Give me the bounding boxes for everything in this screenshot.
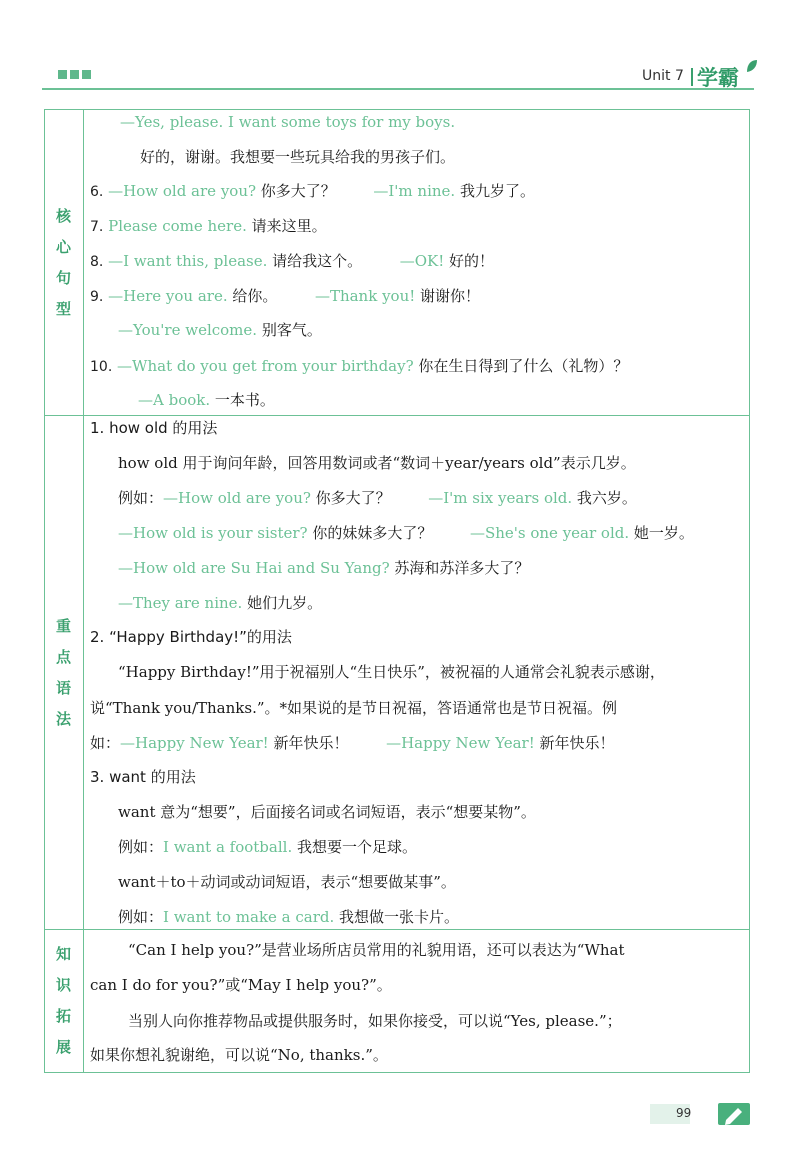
sentence-line: 10. —What do you get from your birthday? 你在生日得到了什么（礼物）？ xyxy=(90,357,629,375)
grammar-paragraph: “Happy Birthday!”用于祝福别人“生日快乐”，被祝福的人通常会礼貌表示感谢， xyxy=(118,663,665,681)
example-line: —How old is your sister? 你的妹妹多大了？ —She's one year old. 她一岁。 xyxy=(118,524,694,542)
sentence-line: —A book. 一本书。 xyxy=(138,391,275,409)
grammar-heading: 3. want 的用法 xyxy=(90,768,196,786)
section-divider xyxy=(44,929,750,930)
grammar-paragraph: want 意为“想要”，后面接名词或名词短语，表示“想要某物”。 xyxy=(118,803,536,821)
grammar-paragraph: how old 用于询问年龄，回答用数词或者“数词＋year/years old”表示几岁。 xyxy=(118,454,636,472)
sentence-line: 7. Please come here. 请来这里。 xyxy=(90,217,327,235)
page-number: 99 xyxy=(676,1106,692,1120)
example-line: —How old are Su Hai and Su Yang? 苏海和苏洋多大了？ xyxy=(118,559,530,577)
grammar-heading: 2. “Happy Birthday!”的用法 xyxy=(90,628,292,646)
section-label-grammar: 重 点 语 法 xyxy=(44,416,84,929)
brand-title: 学霸 xyxy=(697,66,739,90)
extension-paragraph: 如果你想礼貌谢绝，可以说“No, thanks.”。 xyxy=(90,1046,388,1064)
sentence-line: 8. —I want this, please. 请给我这个。 —OK! 好的！ xyxy=(90,252,495,270)
header-decoration xyxy=(58,70,91,79)
sentence-line: 好的，谢谢。我想要一些玩具给我的男孩子们。 xyxy=(140,148,456,166)
sentence-line: —You're welcome. 别客气。 xyxy=(118,321,322,339)
extension-paragraph: can I do for you?”或“May I help you?”。 xyxy=(90,976,392,994)
example-line: 如：—Happy New Year! 新年快乐！ —Happy New Year! 新年快乐！ xyxy=(90,734,615,752)
header-rule xyxy=(42,88,754,90)
unit-label: Unit 7 xyxy=(642,68,684,84)
section-label-extension: 知 识 拓 展 xyxy=(44,930,84,1072)
extension-paragraph: 当别人向你推荐物品或提供服务时，如果你接受，可以说“Yes, please.”； xyxy=(128,1012,622,1030)
grammar-heading: 1. how old 的用法 xyxy=(90,419,218,437)
section-divider xyxy=(44,415,750,416)
leaf-icon xyxy=(745,58,759,74)
sentence-line: —Yes, please. I want some toys for my boys. xyxy=(120,113,456,131)
example-line: 例如：I want a football. 我想要一个足球。 xyxy=(118,838,417,856)
example-line: 例如：—How old are you? 你多大了？ —I'm six years old. 我六岁。 xyxy=(118,489,637,507)
sentence-line: 9. —Here you are. 给你。 —Thank you! 谢谢你！ xyxy=(90,287,481,305)
sentence-line: 6. —How old are you? 你多大了？ —I'm nine. 我九岁了。 xyxy=(90,182,535,200)
grammar-paragraph: want＋to＋动词或动词短语，表示“想要做某事”。 xyxy=(118,873,456,891)
grammar-paragraph: 说“Thank you/Thanks.”。*如果说的是节日祝福，答语通常也是节日祝福。例 xyxy=(90,699,618,717)
extension-paragraph: “Can I help you?”是营业场所店员常用的礼貌用语，还可以表达为“What xyxy=(128,941,625,959)
unit-divider xyxy=(691,68,693,86)
example-line: 例如：I want to make a card. 我想做一张卡片。 xyxy=(118,908,460,926)
example-line: —They are nine. 她们九岁。 xyxy=(118,594,323,612)
pencil-icon xyxy=(718,1103,750,1125)
section-label-core: 核 心 句 型 xyxy=(44,110,84,415)
